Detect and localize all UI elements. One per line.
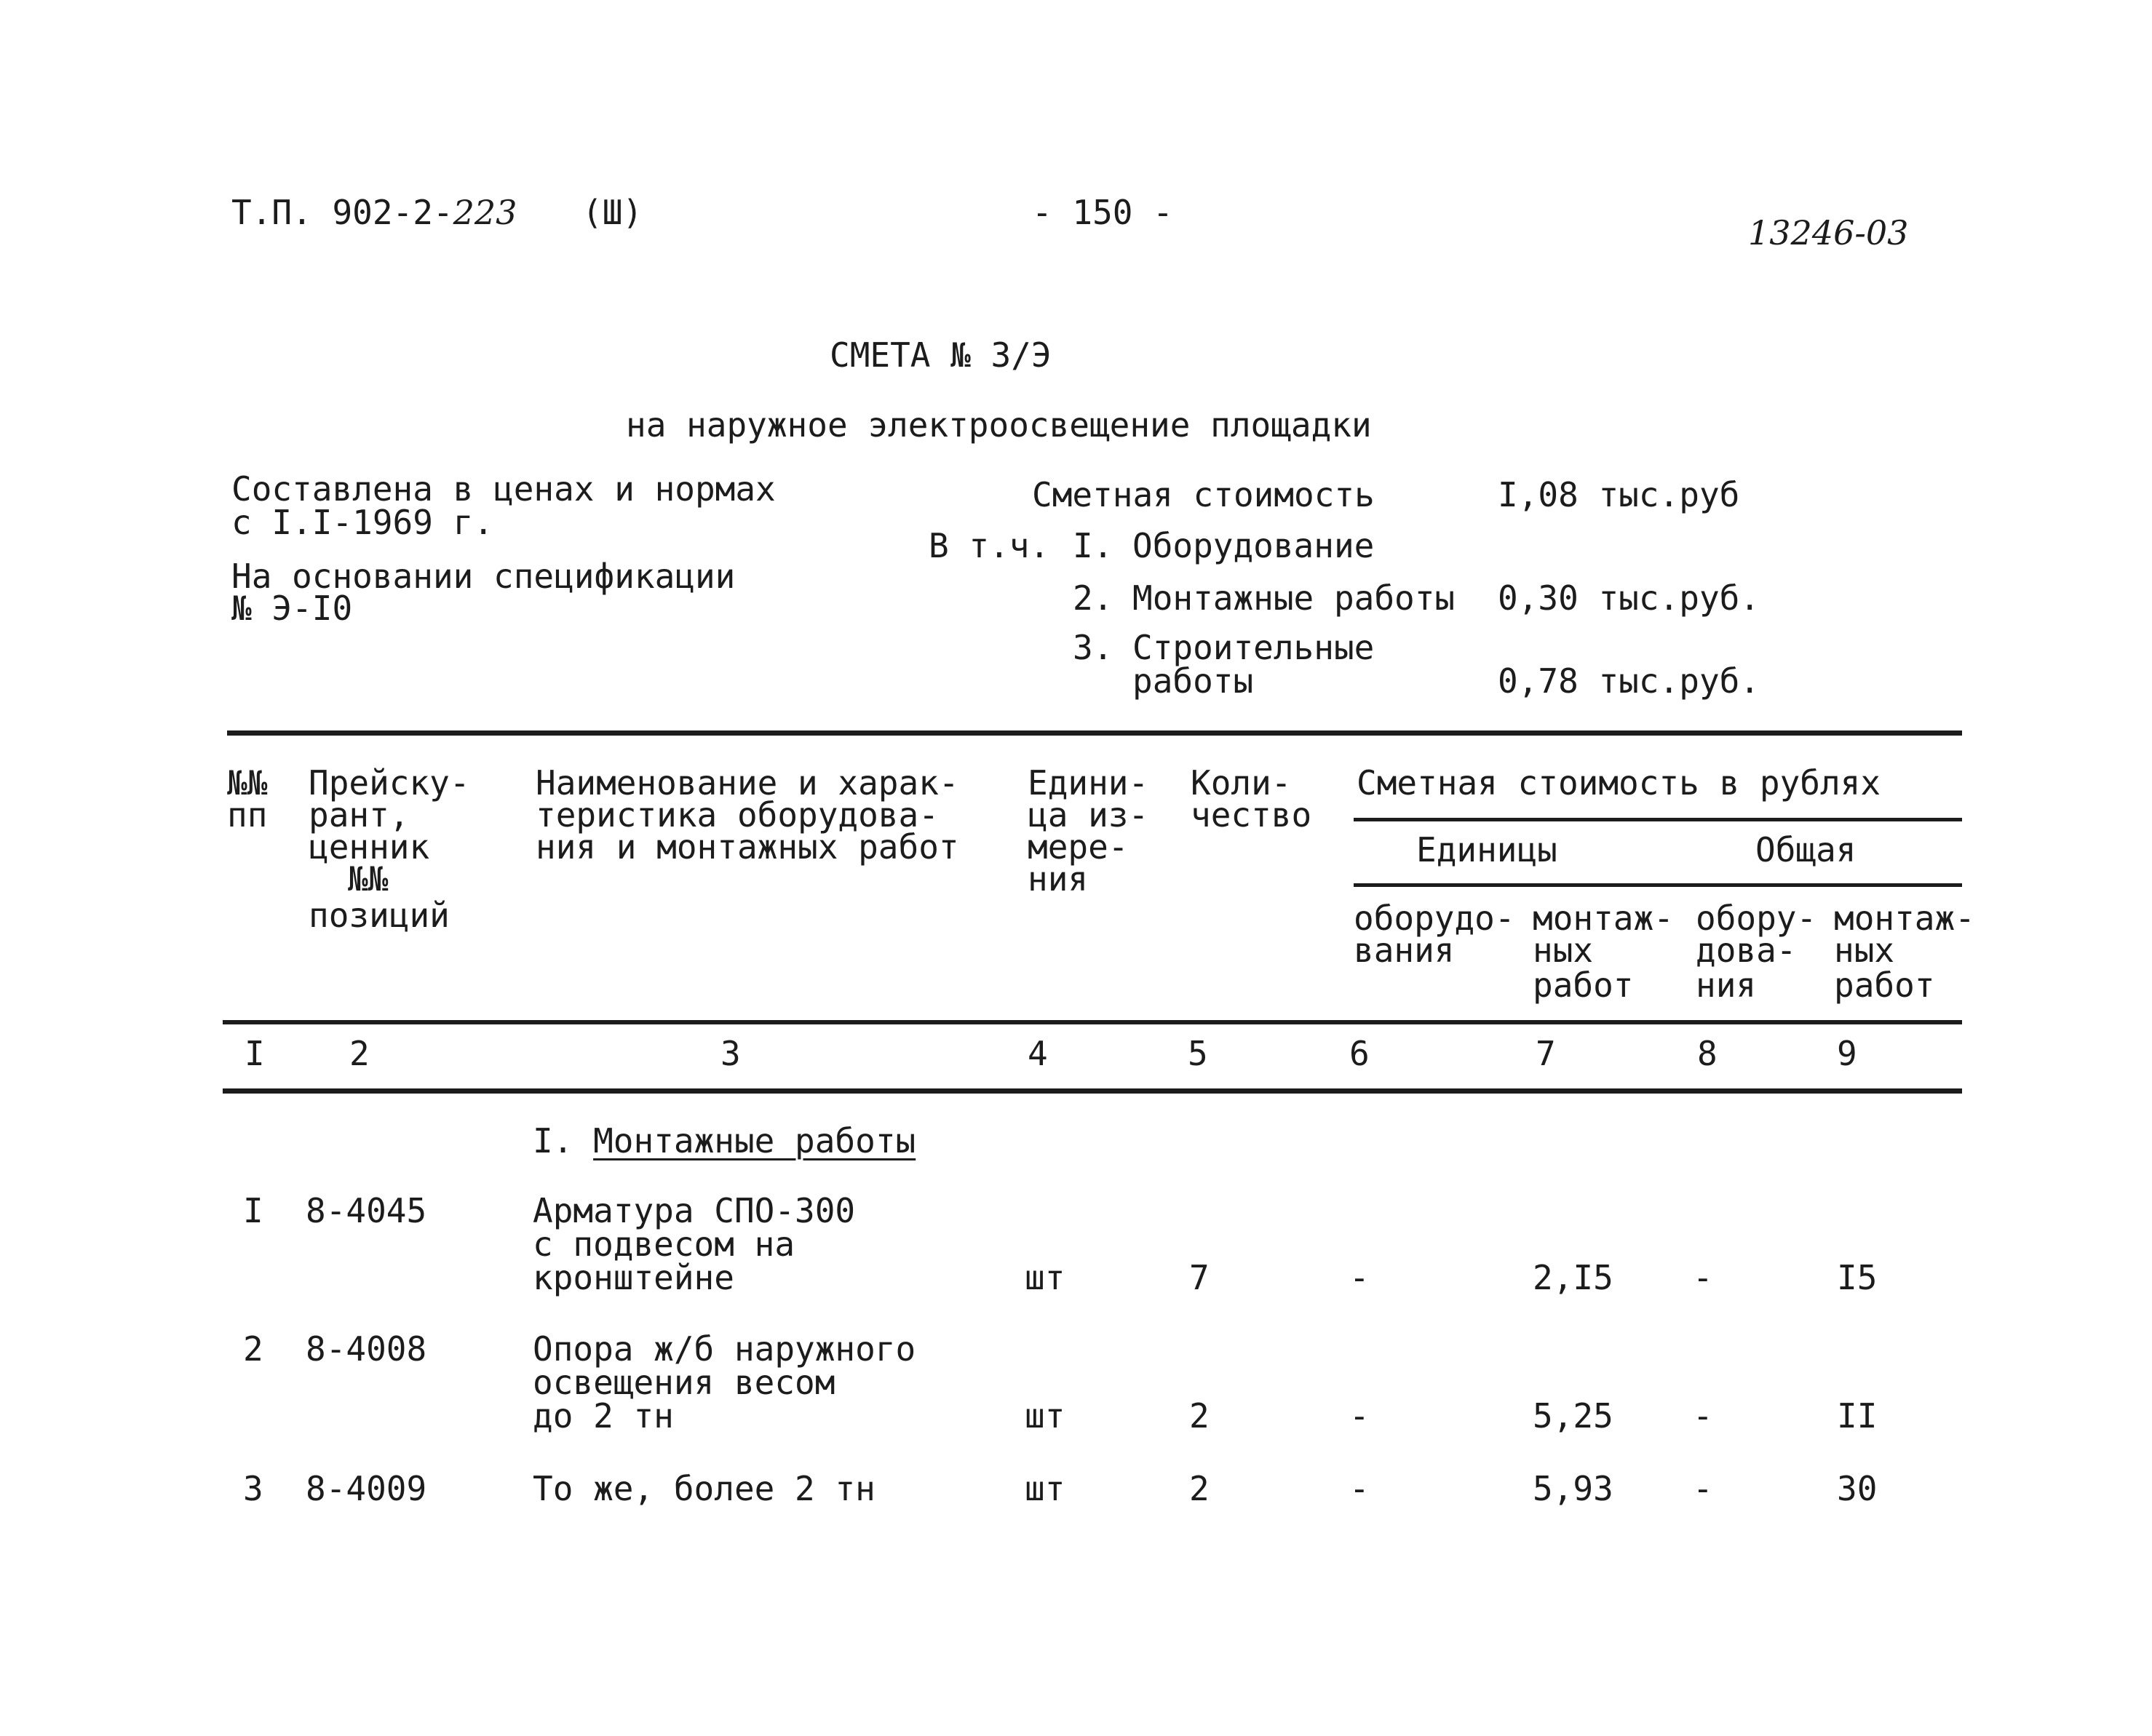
- item2-value: 0,30 тыс.руб.: [1498, 578, 1760, 618]
- row-unit: шт: [1025, 1396, 1065, 1436]
- row-mounting-unit-cost: 5,93: [1533, 1469, 1613, 1508]
- row-quantity: 2: [1189, 1396, 1210, 1436]
- row-name-line: То же, более 2 тн: [533, 1469, 876, 1508]
- header-col-5-line: Коли-: [1191, 763, 1292, 803]
- doc-reference-number: 223: [453, 193, 517, 232]
- column-number: 9: [1837, 1034, 1857, 1073]
- header-col-3-line: теристика оборудова-: [536, 795, 939, 835]
- row-price-code: 8-4045: [306, 1191, 427, 1230]
- row-name-line: Арматура СПО-300: [533, 1191, 856, 1230]
- row-number: I: [243, 1191, 263, 1230]
- column-number: 5: [1188, 1034, 1208, 1073]
- column-number: 6: [1349, 1034, 1370, 1073]
- page-number: - 150 -: [1032, 193, 1173, 232]
- header-col-4-line: ния: [1028, 859, 1089, 899]
- header-col-8-line: дова-: [1696, 931, 1797, 970]
- section-number: I.: [533, 1121, 573, 1160]
- item3-label-line1: Строительные: [1132, 628, 1375, 667]
- header-col-9-line: монтаж-: [1834, 899, 1975, 938]
- header-col-2-line: ценник: [309, 827, 430, 867]
- row-name-line: Опора ж/б наружного: [533, 1329, 916, 1369]
- header-col-8-line: обору-: [1696, 899, 1817, 938]
- total-cost-label: Сметная стоимость: [1032, 475, 1375, 514]
- row-name-line: кронштейне: [533, 1258, 734, 1297]
- cost-group-rule: [1354, 818, 1962, 821]
- item1-label: Оборудование: [1132, 526, 1375, 565]
- row-equipment-unit-cost: -: [1349, 1396, 1370, 1436]
- column-number: I: [245, 1034, 265, 1073]
- header-col-6-line: вания: [1354, 931, 1455, 970]
- header-col-6-line: оборудо-: [1354, 899, 1515, 938]
- estimate-title: СМЕТА № 3/Э: [830, 335, 1052, 375]
- header-col-4-line: Едини-: [1028, 763, 1149, 803]
- row-mounting-total: 30: [1837, 1469, 1878, 1508]
- header-col-4-line: мере-: [1028, 827, 1129, 867]
- item3-value: 0,78 тыс.руб.: [1498, 661, 1760, 701]
- table-top-rule: [227, 730, 1962, 736]
- estimate-subtitle: на наружное электроосвещение площадки: [626, 405, 1372, 445]
- column-number: 8: [1697, 1034, 1718, 1073]
- column-number: 7: [1536, 1034, 1556, 1073]
- total-cost-value: I,08 тыс.руб: [1498, 475, 1740, 514]
- column-numbers-rule: [223, 1088, 1962, 1094]
- header-col-5-line: чество: [1191, 795, 1312, 835]
- item2-number: 2.: [1073, 578, 1113, 618]
- row-equipment-total: -: [1693, 1396, 1713, 1436]
- prices-basis-line2: с I.I-1969 г.: [231, 503, 494, 542]
- row-mounting-total: II: [1837, 1396, 1878, 1436]
- row-mounting-unit-cost: 2,I5: [1533, 1258, 1613, 1297]
- row-unit: шт: [1025, 1469, 1065, 1508]
- item2-label: Монтажные работы: [1132, 578, 1456, 618]
- total-group-header: Общая: [1755, 830, 1857, 869]
- row-mounting-unit-cost: 5,25: [1533, 1396, 1613, 1436]
- header-col-3-line: Наименование и харак-: [536, 763, 959, 803]
- header-col-2-line: №№: [348, 859, 389, 899]
- inventory-number: 13246-03: [1748, 213, 1909, 252]
- column-number: 4: [1028, 1034, 1048, 1073]
- row-number: 3: [243, 1469, 263, 1508]
- header-col-8-line: ния: [1696, 965, 1757, 1005]
- header-col-2-line: рант,: [309, 795, 410, 835]
- header-col-7-line: работ: [1533, 965, 1634, 1005]
- row-number: 2: [243, 1329, 263, 1369]
- header-col-2-line: Прейску-: [309, 763, 470, 803]
- row-quantity: 2: [1189, 1469, 1210, 1508]
- section-title: Монтажные работы: [593, 1121, 916, 1160]
- spec-basis-line2: № Э-I0: [231, 589, 353, 628]
- header-col-3-line: ния и монтажных работ: [536, 827, 959, 867]
- row-equipment-total: -: [1693, 1469, 1713, 1508]
- row-equipment-unit-cost: -: [1349, 1258, 1370, 1297]
- row-name-line: освещения весом: [533, 1363, 835, 1402]
- including-label: В т.ч.: [929, 526, 1050, 565]
- row-mounting-total: I5: [1837, 1258, 1878, 1297]
- cost-group-header: Сметная стоимость в рублях: [1357, 763, 1881, 803]
- column-number: 2: [349, 1034, 370, 1073]
- header-col-9-line: работ: [1834, 965, 1935, 1005]
- header-col-7-line: ных: [1533, 931, 1594, 970]
- header-col-9-line: ных: [1834, 931, 1895, 970]
- spec-basis-line1: На основании спецификации: [231, 557, 736, 596]
- row-name-line: до 2 тн: [533, 1396, 674, 1436]
- section-heading: [533, 1123, 916, 1158]
- unit-group-header: Единицы: [1416, 830, 1557, 869]
- row-price-code: 8-4008: [306, 1329, 427, 1369]
- unit-total-rule: [1354, 883, 1962, 887]
- doc-reference: [231, 195, 517, 230]
- header-col-2-line: позиций: [309, 896, 450, 935]
- column-number: 3: [720, 1034, 741, 1073]
- row-price-code: 8-4009: [306, 1469, 427, 1508]
- prices-basis-line1: Составлена в ценах и нормах: [231, 469, 776, 509]
- header-col-7-line: монтаж-: [1533, 899, 1674, 938]
- row-unit: шт: [1025, 1258, 1065, 1297]
- item3-number: 3.: [1073, 628, 1113, 667]
- header-col-4-line: ца из-: [1028, 795, 1149, 835]
- row-equipment-total: -: [1693, 1258, 1713, 1297]
- item3-label-line2: работы: [1132, 661, 1254, 701]
- doc-reference-prefix: Т.П. 902-2-: [231, 193, 453, 232]
- row-name-line: с подвесом на: [533, 1225, 795, 1264]
- doc-part: (Ш): [582, 193, 643, 232]
- item1-number: I.: [1073, 526, 1113, 565]
- row-equipment-unit-cost: -: [1349, 1469, 1370, 1508]
- header-col-1-line: №№: [227, 763, 268, 803]
- header-bottom-rule: [223, 1020, 1962, 1024]
- row-quantity: 7: [1189, 1258, 1210, 1297]
- header-col-1-line: пп: [227, 795, 268, 835]
